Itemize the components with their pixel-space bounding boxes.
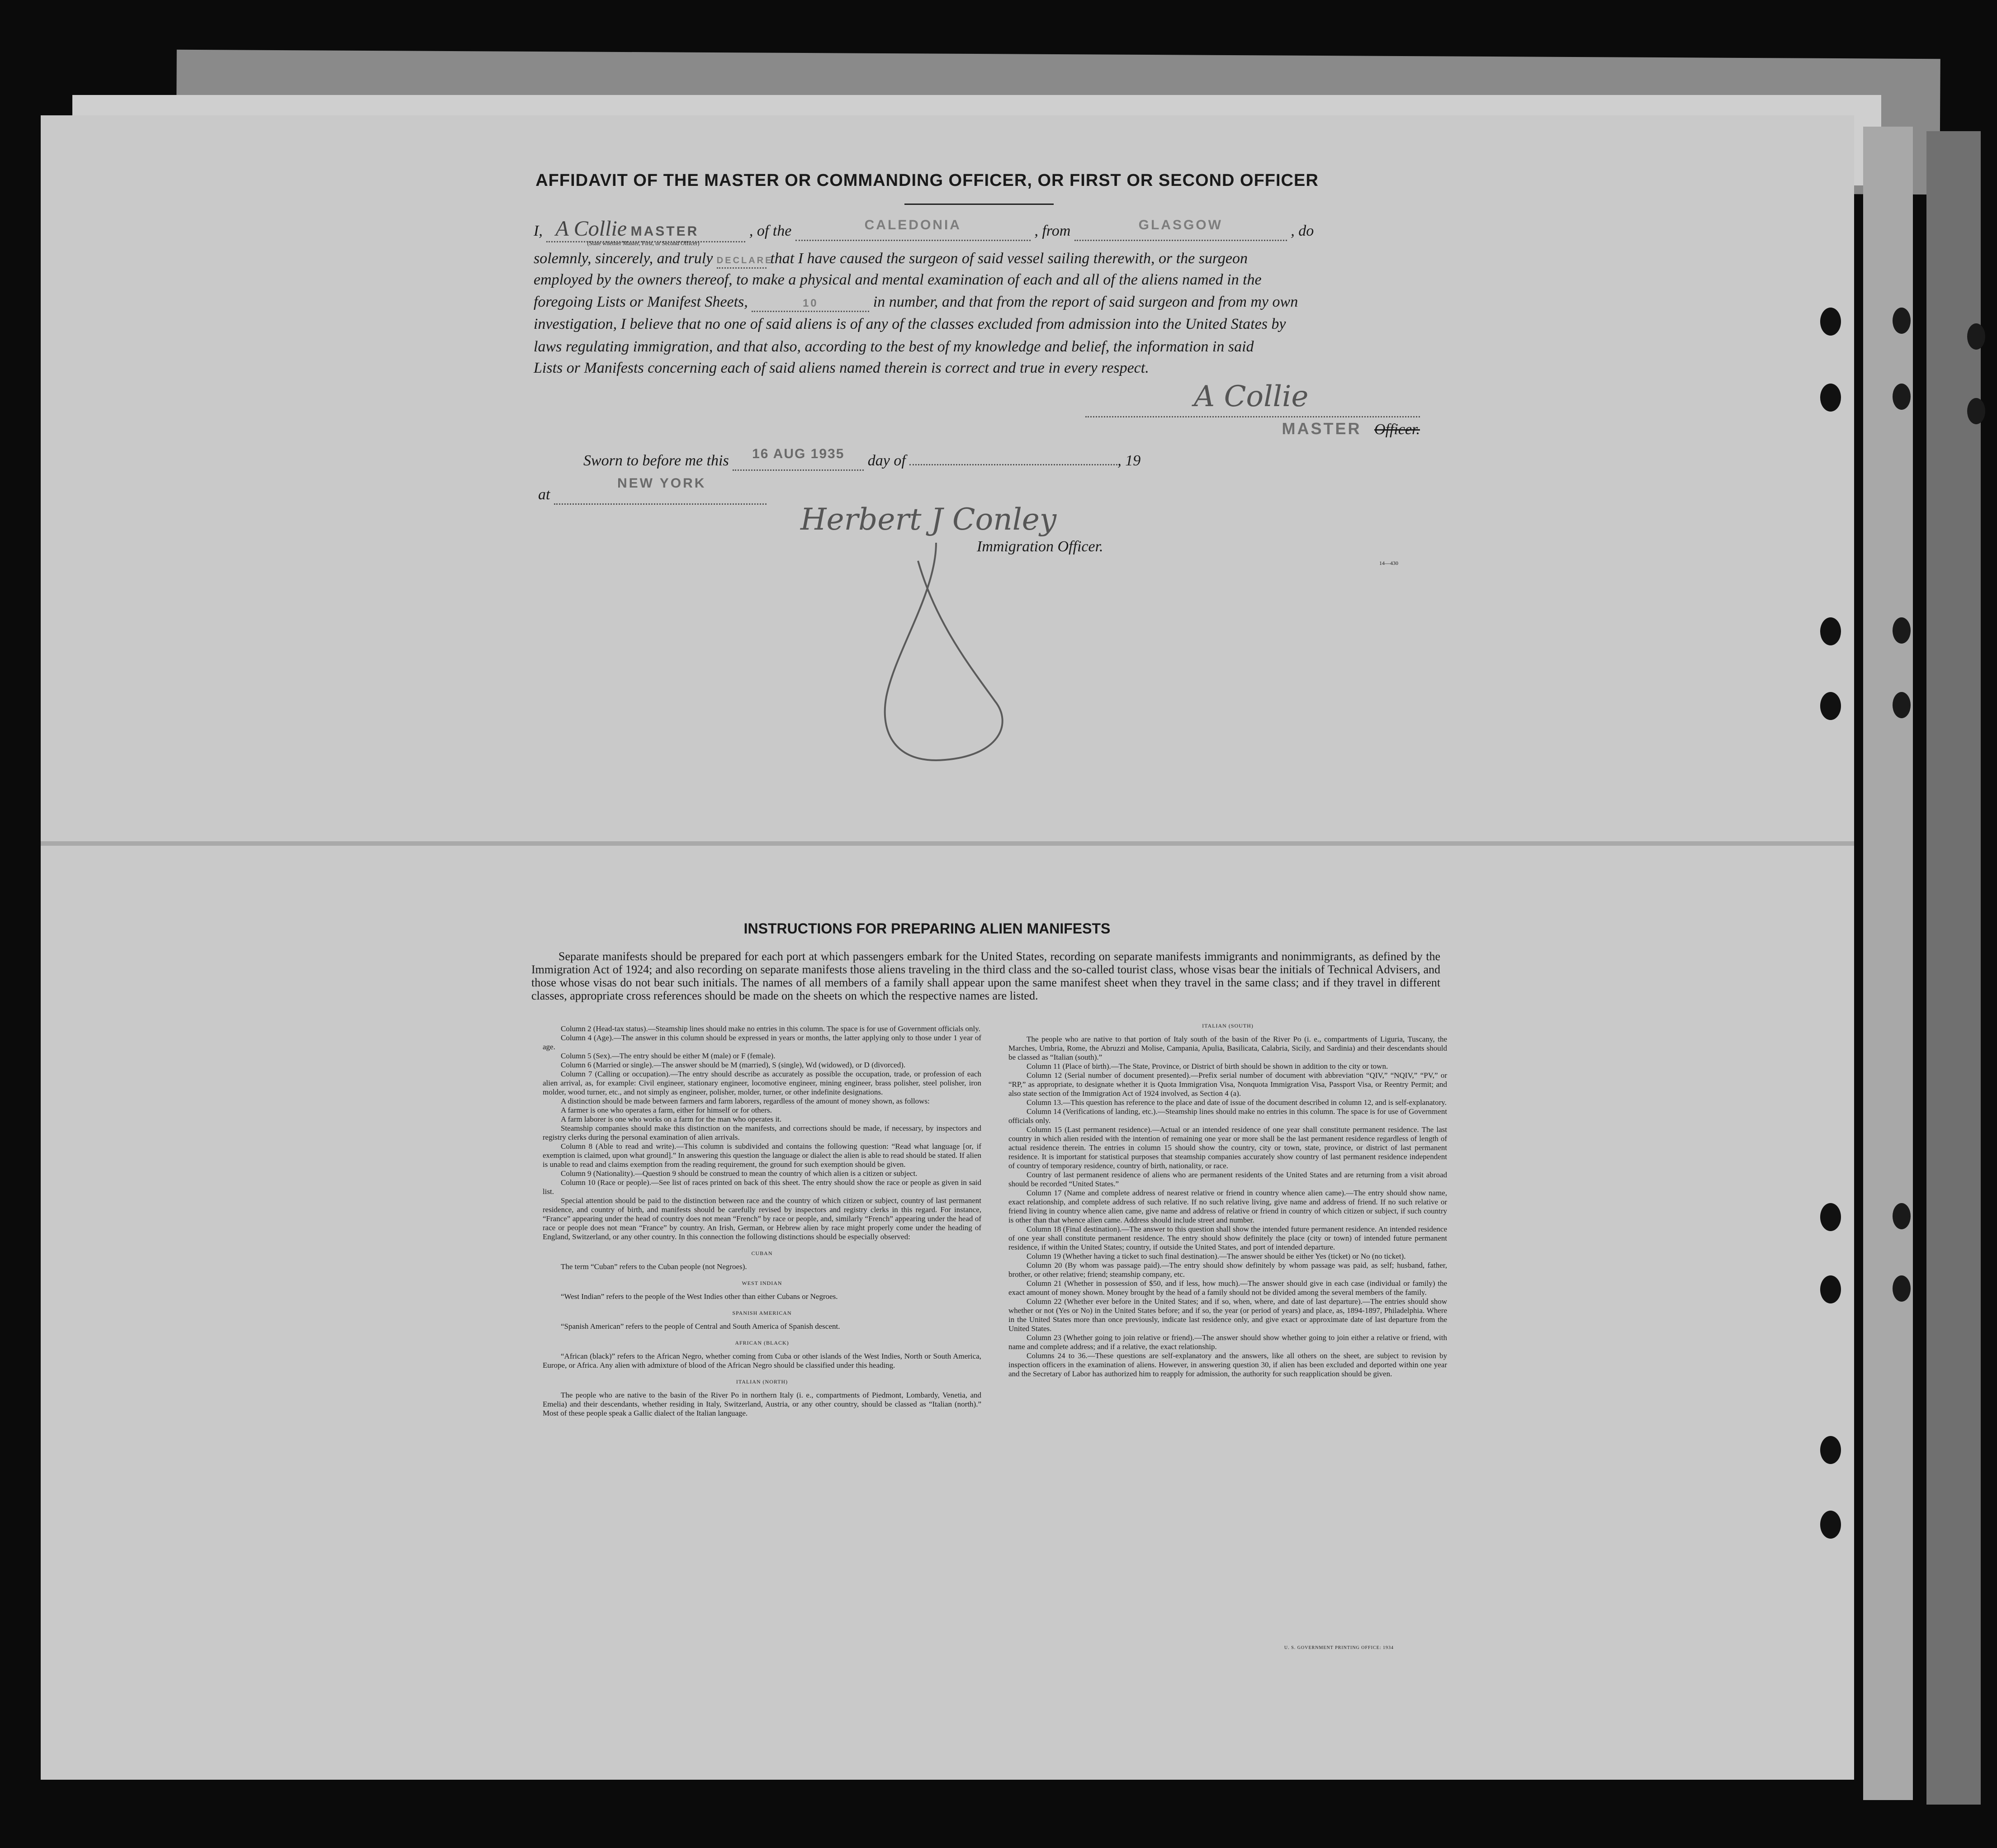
affidavit-text: in number, and that from the report of said surgeon and from my own: [873, 294, 1298, 310]
affidavit-line-3: employed by the owners thereof, to make a physical and mental examination of each and all of the aliens named in the: [534, 271, 1262, 288]
declare-stamp: DECLARE: [716, 256, 773, 265]
section-heading: ITALIAN (NORTH): [736, 1379, 788, 1385]
instruction-paragraph: A distinction should be made between farmers and farm laborers, regardless of the amount of money shown, as follows:: [561, 1097, 930, 1105]
instructions-intro: Separate manifests should be prepared for each port at which passengers embark for the United States, recording on separate manifests immigrants and nonimmigrants, as defined by the Immigration Act of 1924; and also recording on separate manifests those aliens traveling in the third class and the so-called tourist class, whose visas bear the initials of Technical Advisers, and those whose visas do not bear such initials. The names of all members of a family shall appear upon the same manifest sheet when they travel in the same class; and if they travel in different classes, appropriate cross references should be made on the sheets on which the respective names are listed.: [531, 950, 1440, 1002]
binder-strip: [1926, 131, 1981, 1805]
sheet-count-field: [752, 294, 869, 312]
instruction-paragraph: Column 12 (Serial number of document presented).—Prefix serial number of document with abbreviation “QIV,” “NQIV,” “PV,” or “RP,” as appropriate, to designate whether it is Quota Immigration Visa, Nonquota Immigration Visa, Passport Visa, or Reentry Permit; and also state section of the Immigration Act of 1924 involved, as Section 4 (a).: [1008, 1071, 1447, 1098]
section-heading: SPANISH AMERICAN: [732, 1310, 792, 1316]
instruction-paragraph: Column 4 (Age).—The answer in this column should be expressed in years or months, the latter applying only to those under 1 year of age.: [543, 1033, 981, 1051]
instruction-paragraph: Column 15 (Last permanent residence).—Actual or an intended residence of one year shall constitute permanent residence. The last country in which alien resided with the intention of remaining one year or more shall be the last permanent residence regardless of length of actual residence therein. The entries in column 15 should show the country, city or town, state, province, or district of last permanent residence. It is important for statistical purposes that steamship companies accurately show country of last permanent residence independent of country of temporary residence, country of birth, nationality, or race.: [1008, 1125, 1447, 1170]
immigration-officer-label: Immigration Officer.: [977, 538, 1103, 555]
instruction-paragraph: Column 22 (Whether ever before in the United States; and if so, when, where, and date of last departure).—The entries should show whether or not (Yes or No) in the United States before; and if so, the year (or period of years) and place, as, 1894-1897, Philadelphia. Where in the United States more than once previously, indicate last residence only, and give exact or approximate date of last departure from the United States.: [1008, 1297, 1447, 1333]
day-of-label: day of: [867, 452, 906, 469]
punch-hole: [1820, 308, 1841, 336]
sworn-line: [583, 446, 1141, 471]
instruction-paragraph: Column 10 (Race or people).—See list of races printed on back of this sheet. The entry should show the race or people as given in said list.: [543, 1178, 981, 1196]
printer-imprint: U. S. GOVERNMENT PRINTING OFFICE: 1934: [1284, 1645, 1394, 1650]
instruction-paragraph: “West Indian” refers to the people of the West Indies other than either Cubans or Negroes.: [561, 1292, 838, 1301]
instruction-paragraph: The term “Cuban” refers to the Cuban people (not Negroes).: [561, 1262, 747, 1271]
instruction-paragraph: “African (black)” refers to the African Negro, whether coming from Cuba or other islands of the West Indies, North or South America, Europe, or Africa. Any alien with admixture of blood of the African Negro should be classified under this heading.: [543, 1352, 981, 1369]
punch-hole: [1820, 1203, 1841, 1231]
affidavit-text: foregoing Lists or Manifest Sheets,: [534, 294, 748, 310]
instruction-paragraph: A farmer is one who operates a farm, either for himself or for others.: [561, 1106, 772, 1114]
instruction-paragraph: Column 19 (Whether having a ticket to such final destination).—The answer should be either Yes (ticket) or No (no ticket).: [1027, 1252, 1406, 1260]
instruction-paragraph: Steamship companies should make this distinction on the manifests, and corrections should be made, if necessary, by inspectors and registry clerks during the personal examination of alien arrivals.: [543, 1124, 981, 1142]
punch-hole: [1820, 384, 1841, 412]
location-line: [538, 476, 767, 505]
of-label: , of the: [749, 223, 792, 239]
instruction-paragraph: A farm laborer is one who works on a farm for the man who operates it.: [561, 1115, 782, 1123]
declare-field: [716, 250, 773, 269]
punch-hole: [1967, 398, 1985, 424]
officer-signature: A Collie: [555, 217, 627, 241]
punch-hole: [1893, 384, 1911, 410]
port-field: [1074, 218, 1287, 241]
sworn-date: 16 AUG 1935: [752, 446, 845, 461]
from-label: , from: [1034, 223, 1071, 239]
affidavit-line-4: [534, 294, 1298, 312]
affidavit-line-1: [534, 216, 1314, 246]
adjacent-page-strip: [1863, 127, 1913, 1800]
punch-hole: [1820, 692, 1841, 720]
section-heading: ITALIAN (SOUTH): [1202, 1023, 1254, 1029]
instruction-paragraph: Column 23 (Whether going to join relative or friend).—The answer should show whether going to join either a relative or friend, with name and complete address; and if a relative, the exact relationship.: [1008, 1333, 1447, 1351]
punch-hole: [1893, 1203, 1911, 1229]
location-value: NEW YORK: [617, 476, 706, 491]
rank-hint: (State whether Master, First, or Second Officer): [587, 240, 700, 246]
punch-hole: [1893, 308, 1911, 334]
instruction-paragraph: Column 20 (By whom was passage paid).—The entry should show definitely by whom passage was paid, as self; husband, father, brother, or other relative; friend; steamship company, etc.: [1008, 1261, 1447, 1279]
punch-hole: [1820, 617, 1841, 645]
instructions-right-column: [1008, 1021, 1447, 1379]
instruction-paragraph: The people who are native to that portion of Italy south of the basin of the River Po (i. e., compartments of Liguria, Tuscany, the Marches, Umbria, Rome, the Abruzzi and Molise, Campania, Apulia, Basilicata, Calabria, Sicily, and Sardinia) and their descendants should be classed as “Italian (south).”: [1008, 1035, 1447, 1061]
affidavit-line-2: [534, 250, 1248, 269]
instruction-paragraph: The people who are native to the basin of the River Po in northern Italy (i. e., compartments of Piedmont, Lombardy, Venetia, and Emelia) and their descendants, whether residing in Italy, Switzerland, Austria, or any other country, should be classed as “Italian (north).” Most of these people speak a Gallic dialect of the Italian language.: [543, 1391, 981, 1417]
affidavit-line-5: investigation, I believe that no one of said aliens is of any of the classes excluded from admission into the United States by: [534, 316, 1286, 332]
section-heading: WEST INDIAN: [742, 1280, 782, 1286]
title-rule: [904, 204, 1054, 205]
page-fold: [41, 841, 1854, 846]
affidavit-text: that I have caused the surgeon of said vessel sailing therewith, or the surgeon: [770, 250, 1248, 267]
port-name: GLASGOW: [1138, 218, 1223, 232]
do-label: , do: [1291, 223, 1314, 239]
ink-loop-stroke: [868, 534, 1040, 787]
punch-hole: [1820, 1436, 1841, 1464]
immigration-officer-signature: Herbert J Conley: [800, 502, 1057, 537]
affidavit-line-6: laws regulating immigration, and that also, according to the best of my knowledge and belief, the information in said: [534, 338, 1254, 355]
month-field: [909, 464, 1117, 465]
instruction-paragraph: Column 8 (Able to read and write).—This column is subdivided and contains the following question: “Read what language [or, if exemption is claimed, upon what ground].” In answering this question the language or dialect the alien is able to read should be stated. If alien is unable to read and claims exemption from the reading requirement, the ground for such exemption should be given.: [543, 1142, 981, 1169]
location-field: [554, 476, 767, 505]
instruction-paragraph: Column 6 (Married or single).—The answer should be M (married), S (single), Wd (widowed), or D (divorced).: [561, 1061, 906, 1069]
at-label: at: [538, 486, 550, 503]
punch-hole: [1893, 692, 1911, 718]
instruction-paragraph: Column 21 (Whether in possession of $50, and if less, how much).—The answer should give in each case (individual or family) the exact amount of money shown. Money brought by the head of a family should not be divided among the several members of the family.: [1008, 1279, 1447, 1297]
officer-word: Officer.: [1374, 421, 1420, 438]
instruction-paragraph: Country of last permanent residence of aliens who are permanent residents of the United States and are returning from a visit abroad should be recorded “United States.”: [1008, 1170, 1447, 1188]
instruction-paragraph: Column 2 (Head-tax status).—Steamship lines should make no entries in this column. The space is for use of Government officials only.: [561, 1024, 980, 1033]
sworn-date-field: [733, 446, 864, 471]
instruction-paragraph: Column 7 (Calling or occupation).—The entry should describe as accurately as possible the occupation, trade, or profession of each alien arrival, as, for example: Civil engineer, stationary engineer, locomotive engineer, mining engineer, brass polisher, steel polisher, iron molder, wood turner, etc., and not simply as engineer, polisher, molder, turner, or other indefinite designations.: [543, 1070, 981, 1096]
signer-line: [1085, 416, 1420, 438]
officer-rank: MASTER: [630, 224, 699, 239]
year-label: , 19: [1117, 452, 1141, 469]
instruction-paragraph: Column 5 (Sex).—The entry should be either M (male) or F (female).: [561, 1052, 776, 1060]
section-heading: CUBAN: [751, 1250, 773, 1256]
affidavit-line-7: Lists or Manifests concerning each of said aliens named therein is correct and true in every respect.: [534, 360, 1149, 376]
instruction-paragraph: Column 17 (Name and complete address of nearest relative or friend in country whence alien came).—The entry should show name, exact relationship, and complete address of such relative. If no such relative living, give name and address of friend. If no such relative or friend living in country whence alien came, give name and address of relative or friend in country of which citizen or subject, if such country is other than that whence alien came. Address should include street and number.: [1008, 1189, 1447, 1224]
instruction-paragraph: Column 9 (Nationality).—Question 9 should be construed to mean the country of which alien is a citizen or subject.: [561, 1169, 918, 1178]
instruction-paragraph: Column 11 (Place of birth).—The State, Province, or District of birth should be shown in addition to the city or town.: [1027, 1062, 1388, 1071]
i-label: I,: [534, 223, 543, 239]
section-heading: AFRICAN (BLACK): [735, 1340, 789, 1346]
solemnly-text: solemnly, sincerely, and truly: [534, 250, 713, 267]
punch-hole: [1820, 1511, 1841, 1539]
vessel-name: CALEDONIA: [864, 218, 961, 232]
instructions-left-column: [543, 1024, 981, 1418]
punch-hole: [1893, 1275, 1911, 1302]
form-number: 14—430: [1379, 560, 1398, 566]
instruction-paragraph: “Spanish American” refers to the people of Central and South America of Spanish descent.: [561, 1322, 840, 1331]
sheet-count: 10: [802, 297, 819, 309]
punch-hole: [1820, 1275, 1841, 1303]
punch-hole: [1967, 323, 1985, 350]
signer-rank: MASTER: [1282, 419, 1362, 438]
instruction-paragraph: Special attention should be paid to the distinction between race and the country of which citizen or subject, country of last permanent residence, and country of birth, and manifests should be carefully revised by inspectors and registry clerks in this regard. For instance, “France” appearing under the head of country does not mean “French” by race or people, and, similarly “French” appearing under the head of race or people does not mean “France” by country. An Irish, German, or Hebrew alien by race might properly come under the heading of England, Switzerland, or any other country. In this connection the following distinctions should be especially observed:: [543, 1196, 981, 1241]
officer-field: [546, 216, 745, 246]
vessel-field: [795, 218, 1031, 241]
punch-hole: [1893, 617, 1911, 644]
instructions-title: INSTRUCTIONS FOR PREPARING ALIEN MANIFESTS: [743, 920, 1111, 937]
affidavit-title: AFFIDAVIT OF THE MASTER OR COMMANDING OFFICER, OR FIRST OR SECOND OFFICER: [535, 171, 1319, 190]
sworn-label: Sworn to before me this: [583, 452, 729, 469]
instruction-paragraph: Column 18 (Final destination).—The answer to this question shall show the intended future permanent residence. An intended residence of one year shall constitute permanent residence. The entry should show definitely the place (city or town) of intended future permanent residence, if within the United States; country, if outside the United States, and port of intended departure.: [1008, 1225, 1447, 1251]
instruction-paragraph: Column 13.—This question has reference to the place and date of issue of the document described in column 12, and is self-explanatory.: [1027, 1098, 1447, 1107]
instruction-paragraph: Column 14 (Verifications of landing, etc.).—Steamship lines should make no entries in this column. The space is for use of Government officials only.: [1008, 1107, 1447, 1125]
master-signature: A Collie: [1194, 380, 1309, 413]
instruction-paragraph: Columns 24 to 36.—These questions are self-explanatory and the answers, like all others on the sheet, are subject to revision by inspection officers in the examination of aliens. However, in answering question 30, if alien has been excluded and deported within one year and the Secretary of Labor has authorized him to reapply for admission, the authority for such reapplication should be given.: [1008, 1351, 1447, 1378]
